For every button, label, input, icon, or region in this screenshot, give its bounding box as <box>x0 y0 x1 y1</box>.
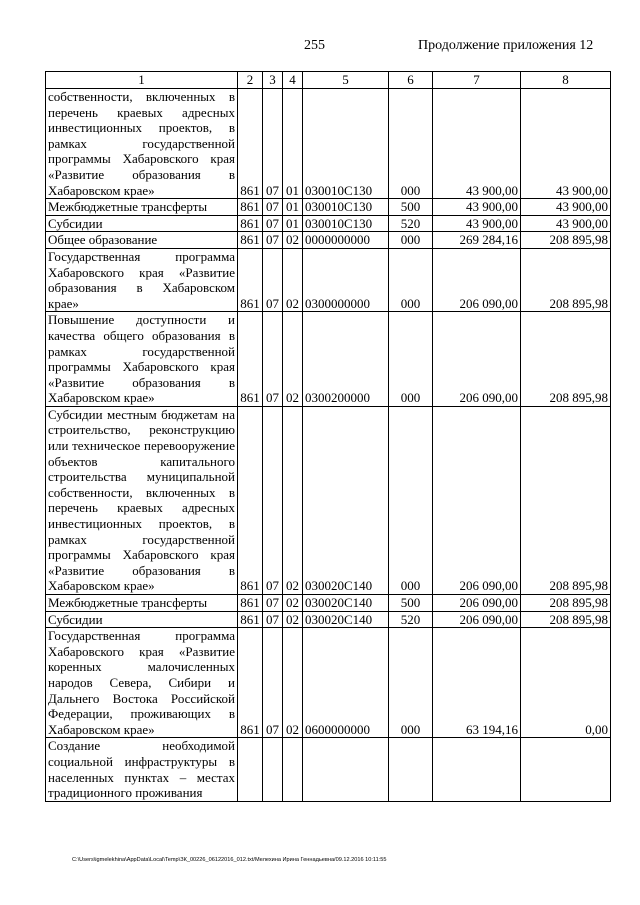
col-header-3: 3 <box>263 72 283 89</box>
row-cell-c7: 269 284,16 <box>433 232 521 249</box>
row-cell-c7: 43 900,00 <box>433 215 521 232</box>
row-cell-c2: 861 <box>238 248 263 311</box>
row-cell-c2: 861 <box>238 628 263 738</box>
row-cell-c2: 861 <box>238 595 263 612</box>
col-header-6: 6 <box>389 72 433 89</box>
row-cell-c8 <box>521 738 611 801</box>
row-cell-c6: 520 <box>389 611 433 628</box>
row-cell-c8: 208 895,98 <box>521 406 611 594</box>
row-cell-c2: 861 <box>238 199 263 216</box>
row-cell-c8: 208 895,98 <box>521 312 611 407</box>
row-cell-c8: 208 895,98 <box>521 595 611 612</box>
row-cell-c4: 02 <box>283 595 303 612</box>
table-row <box>46 89 611 199</box>
table-row <box>46 738 611 801</box>
row-cell-c5: 0300200000 <box>303 312 389 407</box>
table-row <box>46 628 611 738</box>
row-cell-c3: 07 <box>263 199 283 216</box>
row-cell-c7: 206 090,00 <box>433 611 521 628</box>
appendix-label: Продолжение приложения 12 <box>418 38 594 53</box>
col-header-1: 1 <box>46 72 238 89</box>
row-cell-c3 <box>263 738 283 801</box>
row-cell-c2: 861 <box>238 215 263 232</box>
row-cell-c8: 208 895,98 <box>521 248 611 311</box>
row-cell-c4: 01 <box>283 199 303 216</box>
row-cell-c5: 030020С140 <box>303 595 389 612</box>
table-row <box>46 312 611 407</box>
table-row <box>46 611 611 628</box>
table-row <box>46 232 611 249</box>
row-cell-c8: 208 895,98 <box>521 232 611 249</box>
row-cell-c4: 02 <box>283 611 303 628</box>
row-cell-c5: 0300000000 <box>303 248 389 311</box>
row-cell-c5: 030020С140 <box>303 611 389 628</box>
row-cell-c2: 861 <box>238 312 263 407</box>
row-cell-c7: 63 194,16 <box>433 628 521 738</box>
row-cell-c2 <box>238 738 263 801</box>
row-cell-c5: 030010С130 <box>303 199 389 216</box>
col-header-7: 7 <box>433 72 521 89</box>
row-name-cell: Общее образование <box>46 232 238 249</box>
row-cell-c6: 520 <box>389 215 433 232</box>
table-row <box>46 199 611 216</box>
row-cell-c2: 861 <box>238 232 263 249</box>
file-path-footer: C:\Users\igmelekhina\AppData\Local\Temp\ЗК_00226_06122016_012.txt/Мелехина Ирина Геннадьевна/09.12.2016 10:11:55 <box>72 857 387 863</box>
table-row <box>46 595 611 612</box>
row-cell-c7: 206 090,00 <box>433 312 521 407</box>
row-cell-c6: 000 <box>389 312 433 407</box>
col-header-5: 5 <box>303 72 389 89</box>
row-name-cell: собственности, включенных в перечень краевых адресных инвестиционных проектов, в рамках государственной программы Хабаровского края «Развитие образования в Хабаровском крае» <box>46 89 238 199</box>
row-cell-c7: 43 900,00 <box>433 89 521 199</box>
row-name-cell: Субсидии <box>46 611 238 628</box>
row-cell-c4: 02 <box>283 406 303 594</box>
row-cell-c6: 000 <box>389 406 433 594</box>
col-header-2: 2 <box>238 72 263 89</box>
row-name-cell: Субсидии местным бюджетам на строительство, реконструкцию или техническое перевооружение объектов капитального строительства муниципальной собственности, включенных в перечень краевых адресных инвестиционных проектов, в рамках государственной программы Хабаровского края «Развитие образования в Хабаровском крае» <box>46 406 238 594</box>
budget-table <box>45 71 611 802</box>
row-cell-c8: 43 900,00 <box>521 199 611 216</box>
row-name-cell: Субсидии <box>46 215 238 232</box>
row-cell-c5: 030010С130 <box>303 215 389 232</box>
col-header-4: 4 <box>283 72 303 89</box>
row-cell-c3: 07 <box>263 248 283 311</box>
row-cell-c2: 861 <box>238 406 263 594</box>
row-cell-c8: 0,00 <box>521 628 611 738</box>
row-cell-c4: 02 <box>283 312 303 407</box>
row-cell-c3: 07 <box>263 406 283 594</box>
row-cell-c5: 030020С140 <box>303 406 389 594</box>
row-cell-c3: 07 <box>263 312 283 407</box>
row-cell-c8: 43 900,00 <box>521 89 611 199</box>
row-cell-c4: 01 <box>283 215 303 232</box>
table-row <box>46 248 611 311</box>
row-cell-c6: 500 <box>389 199 433 216</box>
row-cell-c6: 000 <box>389 89 433 199</box>
row-cell-c4: 02 <box>283 232 303 249</box>
row-cell-c6: 500 <box>389 595 433 612</box>
row-cell-c6 <box>389 738 433 801</box>
row-cell-c6: 000 <box>389 628 433 738</box>
col-header-8: 8 <box>521 72 611 89</box>
row-cell-c8: 208 895,98 <box>521 611 611 628</box>
row-cell-c4: 01 <box>283 89 303 199</box>
row-cell-c7: 206 090,00 <box>433 595 521 612</box>
row-cell-c5: 0000000000 <box>303 232 389 249</box>
row-name-cell: Повышение доступности и качества общего образования в рамках государственной программы Хабаровского края «Развитие образования в Хабаровском крае» <box>46 312 238 407</box>
row-cell-c2: 861 <box>238 89 263 199</box>
row-cell-c3: 07 <box>263 628 283 738</box>
row-cell-c4: 02 <box>283 248 303 311</box>
table-row <box>46 406 611 594</box>
row-cell-c7: 206 090,00 <box>433 248 521 311</box>
row-cell-c7: 206 090,00 <box>433 406 521 594</box>
row-name-cell: Создание необходимой социальной инфраструктуры в населенных пунктах – местах традиционного проживания <box>46 738 238 801</box>
row-cell-c5 <box>303 738 389 801</box>
table-header-row <box>46 72 611 89</box>
table-row <box>46 215 611 232</box>
row-cell-c5: 030010С130 <box>303 89 389 199</box>
row-cell-c7 <box>433 738 521 801</box>
row-cell-c3: 07 <box>263 215 283 232</box>
row-cell-c8: 43 900,00 <box>521 215 611 232</box>
row-cell-c7: 43 900,00 <box>433 199 521 216</box>
row-cell-c6: 000 <box>389 248 433 311</box>
row-name-cell: Государственная программа Хабаровского края «Развитие коренных малочисленных народов Севера, Сибири и Дальнего Востока Российской Федерации, проживающих в Хабаровском крае» <box>46 628 238 738</box>
row-cell-c3: 07 <box>263 232 283 249</box>
row-cell-c3: 07 <box>263 595 283 612</box>
row-cell-c3: 07 <box>263 611 283 628</box>
row-cell-c3: 07 <box>263 89 283 199</box>
row-cell-c4 <box>283 738 303 801</box>
row-cell-c6: 000 <box>389 232 433 249</box>
row-cell-c4: 02 <box>283 628 303 738</box>
row-cell-c2: 861 <box>238 611 263 628</box>
row-name-cell: Межбюджетные трансферты <box>46 595 238 612</box>
row-name-cell: Межбюджетные трансферты <box>46 199 238 216</box>
table-body <box>46 89 611 802</box>
row-cell-c5: 0600000000 <box>303 628 389 738</box>
page-number: 255 <box>304 38 325 53</box>
row-name-cell: Государственная программа Хабаровского края «Развитие образования в Хабаровском крае» <box>46 248 238 311</box>
